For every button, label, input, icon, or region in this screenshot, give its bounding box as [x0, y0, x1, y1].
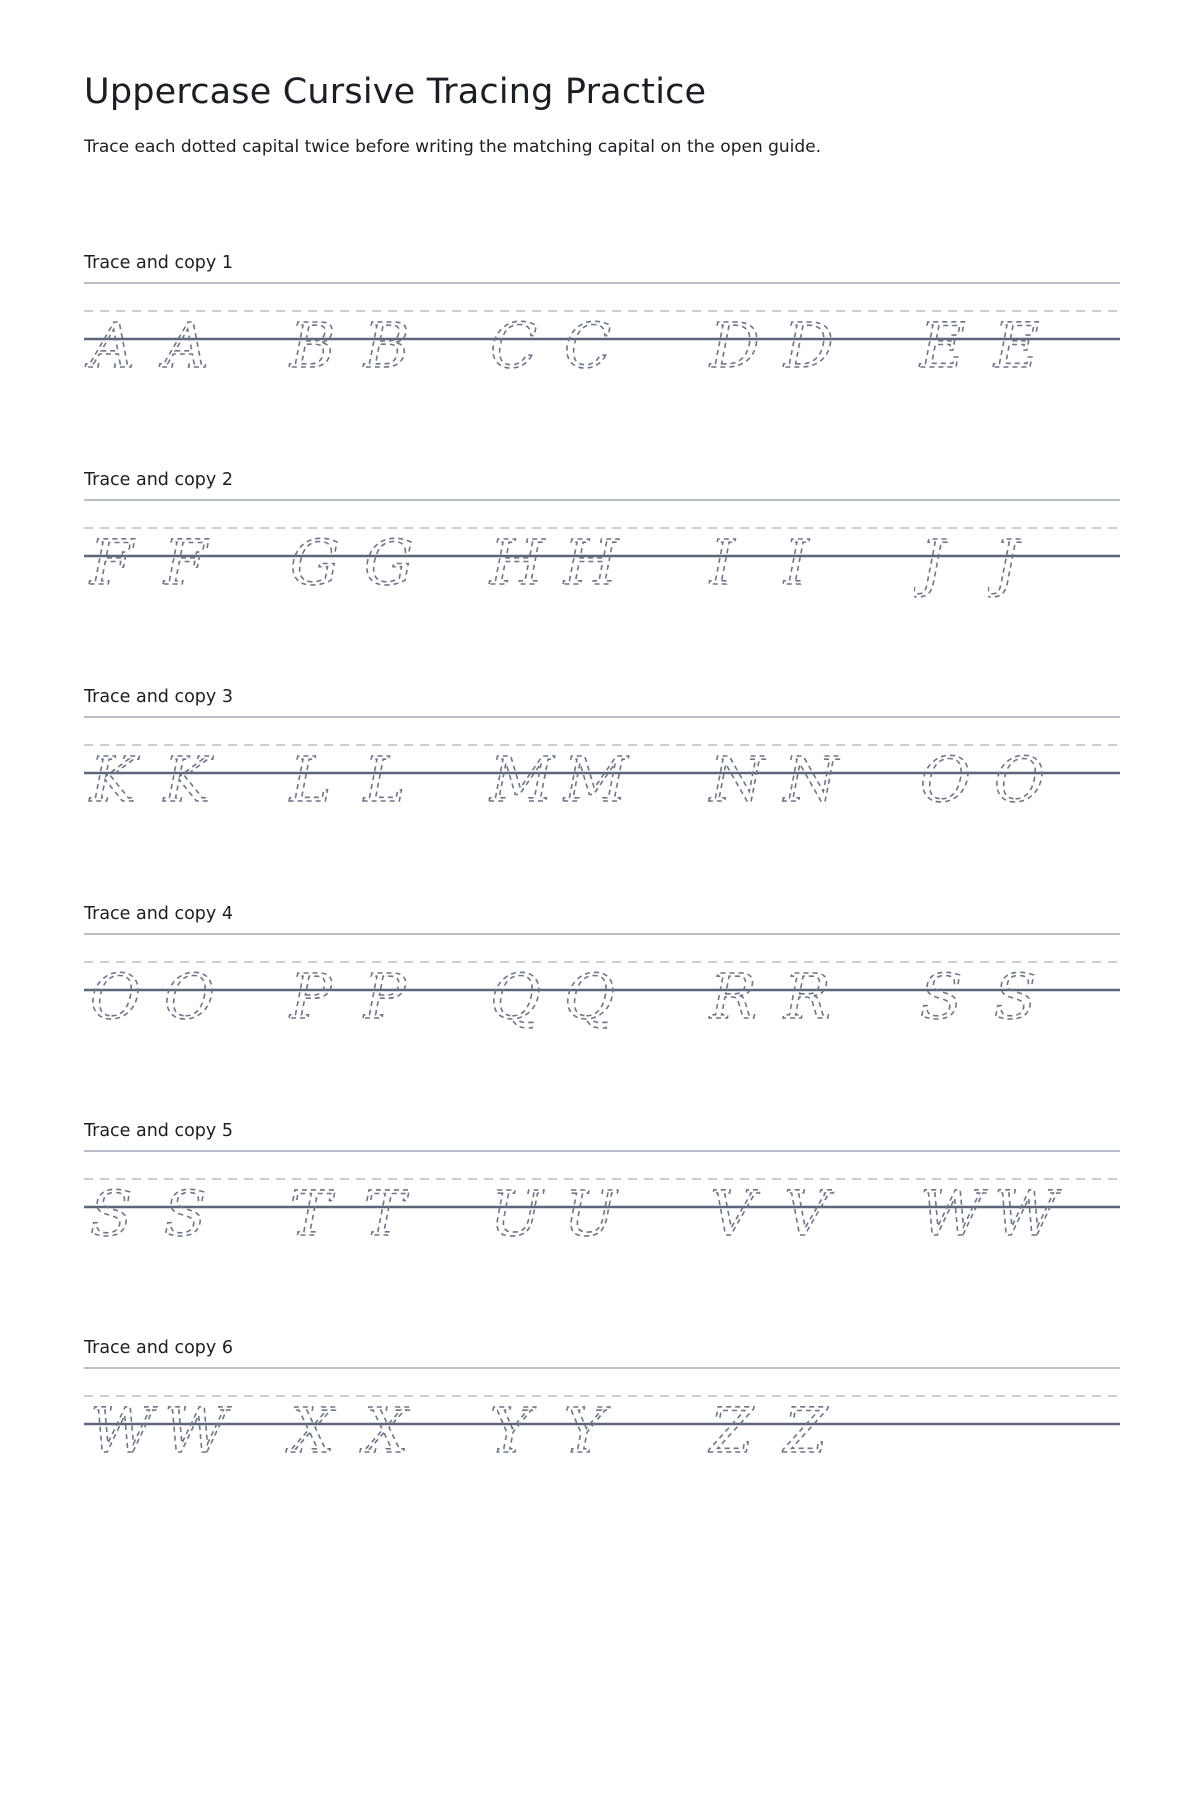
practice-row — [84, 687, 1120, 847]
dotted-capital-glyph: M — [490, 743, 554, 816]
dotted-capital-glyph: S — [90, 1177, 133, 1250]
dotted-capital-glyph: R — [784, 960, 831, 1033]
practice-row — [84, 904, 1120, 1064]
practice-row — [84, 470, 1120, 630]
dotted-capital-glyph: C — [564, 309, 612, 382]
dotted-capital-glyph: S — [994, 960, 1037, 1033]
dotted-capital-glyph: E — [994, 309, 1040, 382]
dotted-capital-glyph: M — [564, 743, 628, 816]
row-label: Trace and copy 6 — [84, 1338, 233, 1358]
page-title: Uppercase Cursive Tracing Practice — [84, 72, 707, 112]
dotted-capital-glyph: J — [920, 526, 945, 599]
dotted-capital-glyph: V — [784, 1177, 829, 1250]
dotted-capital-glyph: H — [490, 526, 545, 599]
dotted-capital-glyph: G — [364, 526, 414, 599]
dotted-capital — [778, 1177, 868, 1277]
dotted-capital — [558, 960, 648, 1060]
dotted-capital — [158, 1177, 248, 1277]
dotted-capital-glyph: W — [164, 1394, 228, 1467]
practice-row — [84, 1121, 1120, 1281]
instructions: Trace each dotted capital twice before writing the matching capital on the open guide. — [84, 137, 822, 157]
dotted-capital — [358, 1394, 448, 1494]
dotted-capital — [558, 1394, 648, 1494]
dotted-capital-glyph: L — [290, 743, 332, 816]
dotted-capital-glyph: D — [710, 309, 760, 382]
dotted-capital-glyph: Y — [490, 1394, 531, 1467]
row-label: Trace and copy 4 — [84, 904, 233, 924]
dotted-capital-glyph: G — [290, 526, 340, 599]
dotted-capital — [358, 526, 448, 626]
dotted-capital-glyph: Z — [784, 1394, 828, 1467]
dotted-capital — [778, 743, 868, 843]
dotted-capital — [358, 1177, 448, 1277]
dotted-capital-glyph: C — [490, 309, 538, 382]
dotted-capital-glyph: Q — [564, 960, 615, 1033]
dotted-capital-glyph: K — [164, 743, 211, 816]
dotted-capital-glyph: T — [364, 1177, 406, 1250]
dotted-capital — [358, 743, 448, 843]
dotted-capital — [558, 743, 648, 843]
dotted-capital-glyph: T — [290, 1177, 332, 1250]
dotted-capital — [558, 1177, 648, 1277]
dotted-capital-glyph: O — [90, 960, 141, 1033]
dotted-capital-glyph: Y — [564, 1394, 605, 1467]
dotted-capital-glyph: D — [784, 309, 834, 382]
dotted-capital-glyph: S — [164, 1177, 207, 1250]
dotted-capital — [988, 526, 1078, 626]
dotted-capital-glyph: U — [564, 1177, 617, 1250]
dotted-capital-glyph: F — [164, 526, 208, 599]
dotted-capital — [158, 526, 248, 626]
dotted-capital-glyph: A — [90, 309, 135, 382]
dotted-capital — [158, 1394, 248, 1494]
row-label: Trace and copy 5 — [84, 1121, 233, 1141]
row-label: Trace and copy 3 — [84, 687, 233, 707]
dotted-capital-glyph: B — [364, 309, 410, 382]
dotted-capital — [778, 1394, 868, 1494]
dotted-capital — [558, 526, 648, 626]
dotted-capital — [558, 309, 648, 409]
dotted-capital-glyph: B — [290, 309, 336, 382]
dotted-capital — [778, 526, 868, 626]
dotted-capital — [158, 960, 248, 1060]
dotted-capital-glyph: N — [784, 743, 839, 816]
dotted-capital-glyph: J — [994, 526, 1019, 599]
dotted-capital-glyph: Z — [710, 1394, 754, 1467]
dotted-capital — [358, 960, 448, 1060]
dotted-capital-glyph: I — [784, 526, 809, 599]
dotted-capital-glyph: O — [164, 960, 215, 1033]
dotted-capital-glyph: X — [364, 1394, 409, 1467]
dotted-capital-glyph: X — [290, 1394, 335, 1467]
dotted-capital-glyph: N — [710, 743, 765, 816]
dotted-capital-glyph: A — [164, 309, 209, 382]
dotted-capital-glyph: F — [90, 526, 134, 599]
dotted-capital-glyph: W — [994, 1177, 1058, 1250]
row-label: Trace and copy 1 — [84, 253, 233, 273]
dotted-capital-glyph: V — [710, 1177, 755, 1250]
dotted-capital — [988, 960, 1078, 1060]
dotted-capital-glyph: P — [364, 960, 406, 1033]
dotted-capital-glyph: E — [920, 309, 966, 382]
practice-row — [84, 253, 1120, 413]
dotted-capital-glyph: O — [994, 743, 1045, 816]
dotted-capital — [778, 960, 868, 1060]
dotted-capital — [988, 743, 1078, 843]
dotted-capital — [158, 743, 248, 843]
dotted-capital-glyph: R — [710, 960, 757, 1033]
dotted-capital — [778, 309, 868, 409]
dotted-capital-glyph: H — [564, 526, 619, 599]
dotted-capital-glyph: P — [290, 960, 332, 1033]
dotted-capital-glyph: U — [490, 1177, 543, 1250]
dotted-capital-glyph: W — [90, 1394, 154, 1467]
row-label: Trace and copy 2 — [84, 470, 233, 490]
dotted-capital-glyph: L — [364, 743, 406, 816]
dotted-capital — [988, 1177, 1078, 1277]
dotted-capital — [358, 309, 448, 409]
practice-row — [84, 1338, 1120, 1498]
dotted-capital-glyph: O — [920, 743, 971, 816]
dotted-capital-glyph: Q — [490, 960, 541, 1033]
dotted-capital-glyph: S — [920, 960, 963, 1033]
dotted-capital-glyph: I — [710, 526, 735, 599]
dotted-capital-glyph: W — [920, 1177, 984, 1250]
dotted-capital — [988, 309, 1078, 409]
dotted-capital-glyph: K — [90, 743, 137, 816]
dotted-capital — [158, 309, 248, 409]
